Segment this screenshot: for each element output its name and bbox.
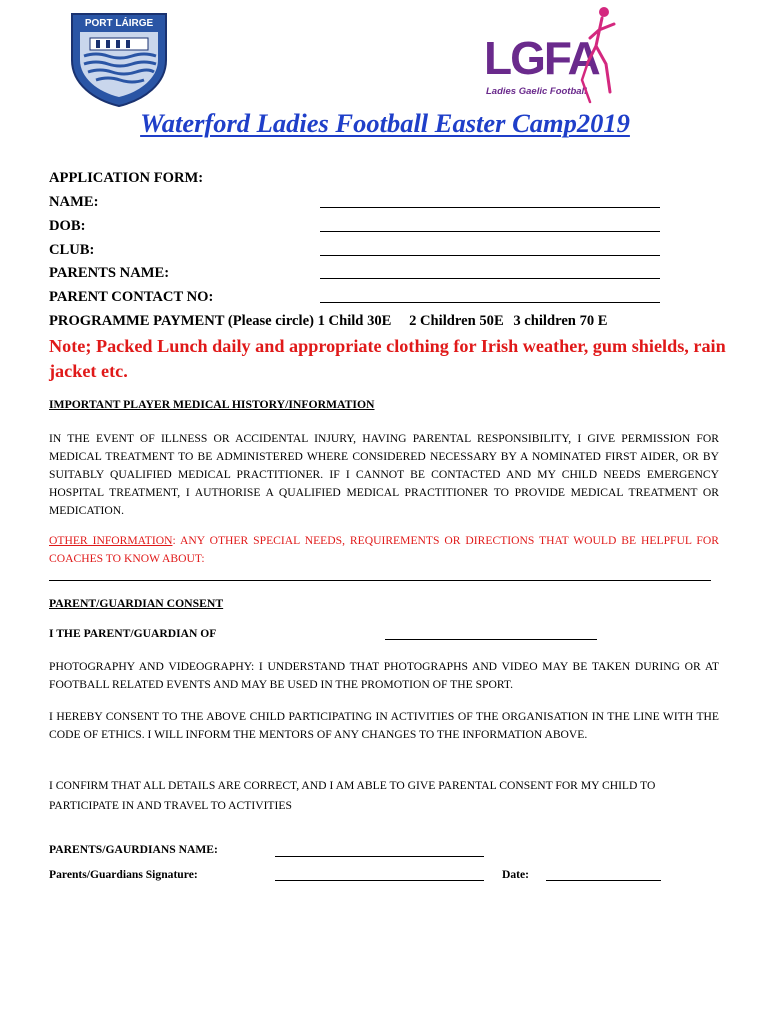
- port-lairge-crest-logo: [66, 8, 172, 108]
- parent-guardian-of-label: I THE PARENT/GUARDIAN OF: [49, 627, 217, 640]
- club-field-line[interactable]: [320, 255, 660, 256]
- medical-paragraph: IN THE EVENT OF ILLNESS OR ACCIDENTAL INJURY, HAVING PARENTAL RESPONSIBILITY, I GIVE PERMISSION FOR MEDICAL TREATMENT TO BE ADMINISTERED WHERE CONSIDERED NECESSARY BY A NOMINATED FIRST AIDER, OR BY SUITABLY QUALIFIED MEDICAL PRACTITIONER. IF I CANNOT BE CONTACTED AND MY CHILD NEEDS EMERGENCY HOSPITAL TREATMENT, I AUTHORISE A QUALIFIED MEDICAL PRACTITIONER TO PROVIDE MEDICAL TREATMENT OR MEDICATION.: [49, 432, 719, 518]
- payment-option-2-children[interactable]: 2 Children 50E: [409, 313, 504, 329]
- participation-paragraph: I HEREBY CONSENT TO THE ABOVE CHILD PARTICIPATING IN ACTIVITIES OF THE ORGANISATION IN THE LINE WITH THE CODE OF ETHICS. I WILL INFORM THE MENTORS OF ANY CHANGES TO THE INFORMATION ABOVE.: [49, 710, 719, 742]
- signature-label: Parents/Guardians Signature:: [49, 868, 198, 881]
- name-label: NAME:: [49, 194, 99, 210]
- club-label: CLUB:: [49, 242, 95, 258]
- parents-name-label: PARENTS NAME:: [49, 265, 170, 281]
- lgfa-logo-text: LGFA: [484, 32, 599, 84]
- guardian-name-label: PARENTS/GAURDIANS NAME:: [49, 843, 218, 856]
- other-information-label: OTHER INFORMATION: [49, 534, 173, 547]
- date-line[interactable]: [546, 880, 661, 881]
- payment-option-1-child[interactable]: 1 Child 30E: [317, 313, 392, 329]
- child-name-line[interactable]: [385, 639, 597, 640]
- packed-lunch-note: Note; Packed Lunch daily and appropriate clothing for Irish weather, gum shields, rain jacket etc.: [49, 336, 726, 381]
- date-label: Date:: [502, 868, 530, 881]
- programme-payment-row: [49, 313, 608, 330]
- lgfa-logo-subtext: Ladies Gaelic Football: [486, 86, 587, 97]
- confirm-paragraph: I CONFIRM THAT ALL DETAILS ARE CORRECT, AND I AM ABLE TO GIVE PARENTAL CONSENT FOR MY CHILD TO PARTICIPATE IN AND TRAVEL TO ACTIVITIES: [49, 779, 656, 812]
- parents-name-field-line[interactable]: [320, 278, 660, 279]
- photography-paragraph: PHOTOGRAPHY AND VIDEOGRAPHY: I UNDERSTAND THAT PHOTOGRAPHS AND VIDEO MAY BE TAKEN DURING OR AT FOOTBALL RELATED EVENTS AND MAY BE USED IN THE PROMOTION OF THE SPORT.: [49, 660, 719, 692]
- dob-field-line[interactable]: [320, 231, 660, 232]
- consent-heading: PARENT/GUARDIAN CONSENT: [49, 597, 224, 610]
- payment-label: PROGRAMME PAYMENT (Please circle): [49, 313, 314, 329]
- dob-label: DOB:: [49, 218, 86, 234]
- name-field-line[interactable]: [320, 207, 660, 208]
- crest-text: PORT LÁIRGE: [84, 18, 154, 29]
- parent-contact-label: PARENT CONTACT NO:: [49, 289, 214, 305]
- payment-option-3-children[interactable]: 3 children 70 E: [513, 313, 608, 329]
- application-form-heading: APPLICATION FORM:: [49, 170, 204, 186]
- medical-heading: IMPORTANT PLAYER MEDICAL HISTORY/INFORMATION: [49, 398, 375, 411]
- signature-line[interactable]: [275, 880, 484, 881]
- other-information-paragraph: [49, 532, 719, 568]
- other-information-line[interactable]: [49, 580, 711, 581]
- page-title: Waterford Ladies Football Easter Camp2019: [140, 108, 630, 138]
- parent-contact-field-line[interactable]: [320, 302, 660, 303]
- guardian-name-line[interactable]: [275, 856, 484, 857]
- other-information-text: : ANY OTHER SPECIAL NEEDS, REQUIREMENTS OR DIRECTIONS THAT WOULD BE HELPFUL FOR COACHES TO KNOW ABOUT:: [49, 534, 719, 566]
- lgfa-logo: [478, 2, 628, 114]
